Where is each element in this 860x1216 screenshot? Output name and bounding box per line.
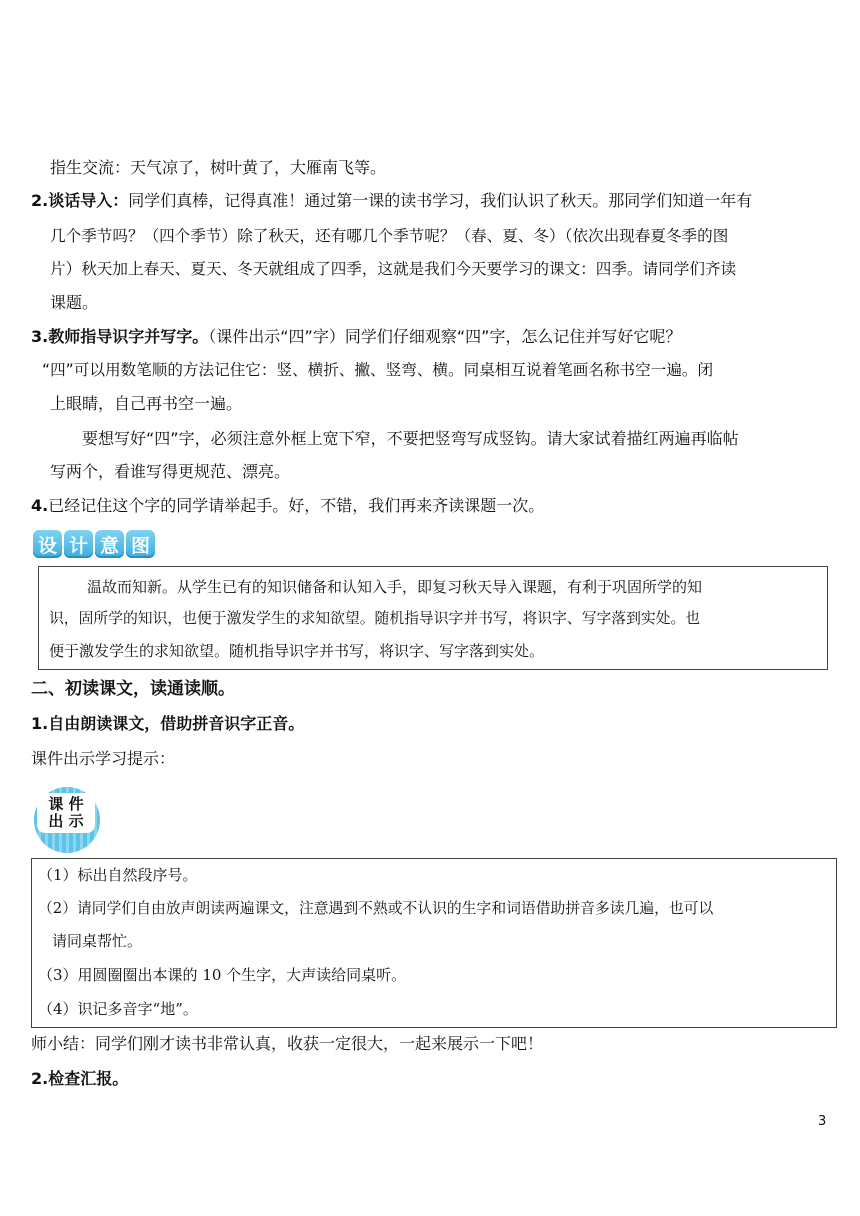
courseware-badge: [34, 787, 100, 853]
item-3-line-4: 要想写好“四”字，必须注意外框上宽下窄，不要把竖弯写成竖钩。请大家试着描红两遍再临帖: [82, 429, 739, 448]
tip-1: （1）标出自然段序号。: [38, 866, 198, 884]
design-intent-box: [38, 566, 828, 670]
teacher-summary: 师小结：同学们刚才读书非常认真，收获一定很大，一起来展示一下吧！: [31, 1034, 544, 1053]
design-box-line-3: 便于激发学生的求知欲望。随机指导识字并书写，将识字、写字落到实处。: [49, 642, 545, 660]
design-badge-char: 意: [95, 530, 124, 558]
tip-4: （4）识记多音字“地”。: [38, 1000, 198, 1018]
item-3-line-1: [31, 327, 681, 347]
tips-box: [31, 858, 837, 1028]
tip-2-line-1: （2）请同学们自由放声朗读两遍课文，注意遇到不熟或不认识的生字和词语借助拼音多读几遍，也可以: [38, 900, 714, 917]
step-1-line: [31, 714, 304, 734]
design-box-line-1: 温故而知新。从学生已有的知识储备和认知入手，即复习秋天导入课题，有利于巩固所学的知: [87, 578, 703, 596]
design-badge-char: 计: [64, 530, 93, 558]
item-2-title: 谈话导入：: [48, 191, 129, 210]
item-2-line-1: [31, 191, 752, 211]
item-3-line-3: 上眼睛，自己再书空一遍。: [50, 394, 243, 413]
item-3-line-2: “四”可以用数笔顺的方法记住它：竖、横折、撇、竖弯、横。同桌相互说着笔画名称书空一遍。闭: [42, 361, 714, 379]
item-2-line-3: 片）秋天加上春天、夏天、冬天就组成了四季，这就是我们今天要学习的课文：四季。请同学们齐读: [50, 260, 737, 278]
page-number: 3: [818, 1114, 827, 1129]
design-box-line-2: 识，固所学的知识，也便于激发学生的求知欲望。随机指导识字并书写，将识字、写字落到实处。也: [49, 610, 701, 627]
item-2-line-4: 课题。: [50, 293, 99, 312]
item-2-text: 同学们真棒，记得真准！通过第一课的读书学习，我们认识了秋天。那同学们知道一年有: [128, 191, 753, 210]
courseware-badge-label: [37, 793, 95, 833]
paragraph-line: 指生交流：天气凉了，树叶黄了，大雁南飞等。: [50, 158, 387, 177]
item-4-text: 已经记住这个字的同学请举起手。好，不错，我们再来齐读课题一次。: [48, 496, 545, 515]
item-3-text: （课件出示“四”字）同学们仔细观察“四”字，怎么记住并写好它呢？: [208, 327, 682, 346]
step-1-number: 1.: [31, 714, 49, 733]
step-2-number: 2.: [31, 1069, 49, 1088]
step-2-text: 检查汇报。: [48, 1069, 129, 1088]
tip-3: （3）用圆圈圈出本课的 10 个生字，大声读给同桌听。: [38, 966, 407, 984]
step-1-text: 自由朗读课文，借助拼音识字正音。: [48, 714, 305, 733]
courseware-badge-top: 课 件: [48, 795, 84, 813]
item-3-title: 教师指导识字并写字。: [48, 327, 209, 346]
design-badge-char: 设: [33, 530, 62, 558]
design-intent-badge: [33, 530, 155, 558]
item-4-number: 4.: [31, 496, 49, 515]
item-3-number: 3.: [31, 327, 49, 346]
item-3-line-5: 写两个，看谁写得更规范、漂亮。: [50, 462, 291, 481]
courseware-badge-bottom: 出 示: [48, 812, 84, 830]
item-2-number: 2.: [31, 191, 49, 210]
tip-2-line-2: 请同桌帮忙。: [52, 932, 143, 950]
item-4-line: [31, 496, 544, 516]
section-2-title: 二、初读课文，读通读顺。: [31, 679, 235, 699]
design-badge-char: 图: [126, 530, 155, 558]
item-2-line-2: 几个季节吗？（四个季节）除了秋天，还有哪几个季节呢？（春、夏、冬）（依次出现春夏冬季的图: [50, 227, 729, 245]
courseware-intro: 课件出示学习提示：: [31, 749, 176, 768]
step-2-line: [31, 1069, 128, 1089]
